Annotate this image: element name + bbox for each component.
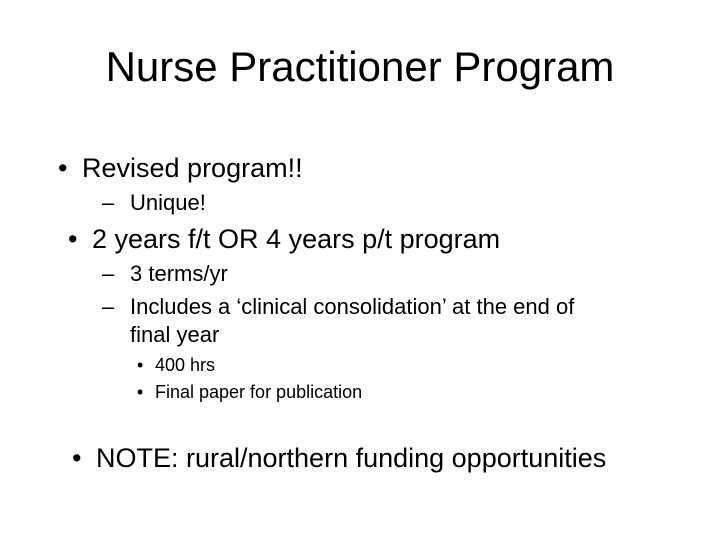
bullet-text: 2 years f/t OR 4 years p/t program	[92, 224, 501, 254]
subbullet-text-line2: final year	[130, 322, 220, 347]
subbullet-text: 3 terms/yr	[130, 261, 228, 286]
bullet-note-funding	[72, 440, 606, 476]
bullet-marker: •	[72, 443, 82, 473]
slide-title: Nurse Practitioner Program	[105, 43, 615, 90]
subbullet-unique	[102, 188, 206, 217]
dash-marker: –	[102, 190, 115, 215]
subsubbullet-text: 400 hrs	[155, 355, 216, 375]
bullet-revised-program	[58, 150, 303, 186]
dash-marker: –	[102, 294, 115, 319]
bullet-marker: •	[58, 153, 68, 183]
dash-marker: –	[102, 261, 115, 286]
bullet-marker: •	[137, 355, 144, 375]
bullet-marker: •	[68, 224, 78, 254]
subsubbullet-text: Final paper for publication	[155, 382, 363, 402]
subbullet-terms	[102, 259, 228, 288]
bullet-text: NOTE: rural/northern funding opportunities	[96, 443, 607, 473]
subbullet-text-line1: Includes a ‘clinical consolidation’ at the end of	[130, 294, 575, 319]
bullet-text: Revised program!!	[82, 153, 303, 183]
subbullet-text: Unique!	[130, 190, 206, 215]
subsubbullet-hours	[137, 353, 215, 377]
bullet-program-duration	[68, 221, 500, 257]
subbullet-clinical-consolidation-cont	[130, 320, 219, 349]
bullet-marker: •	[137, 382, 144, 402]
subsubbullet-final-paper	[137, 380, 362, 404]
subbullet-clinical-consolidation	[102, 292, 574, 321]
